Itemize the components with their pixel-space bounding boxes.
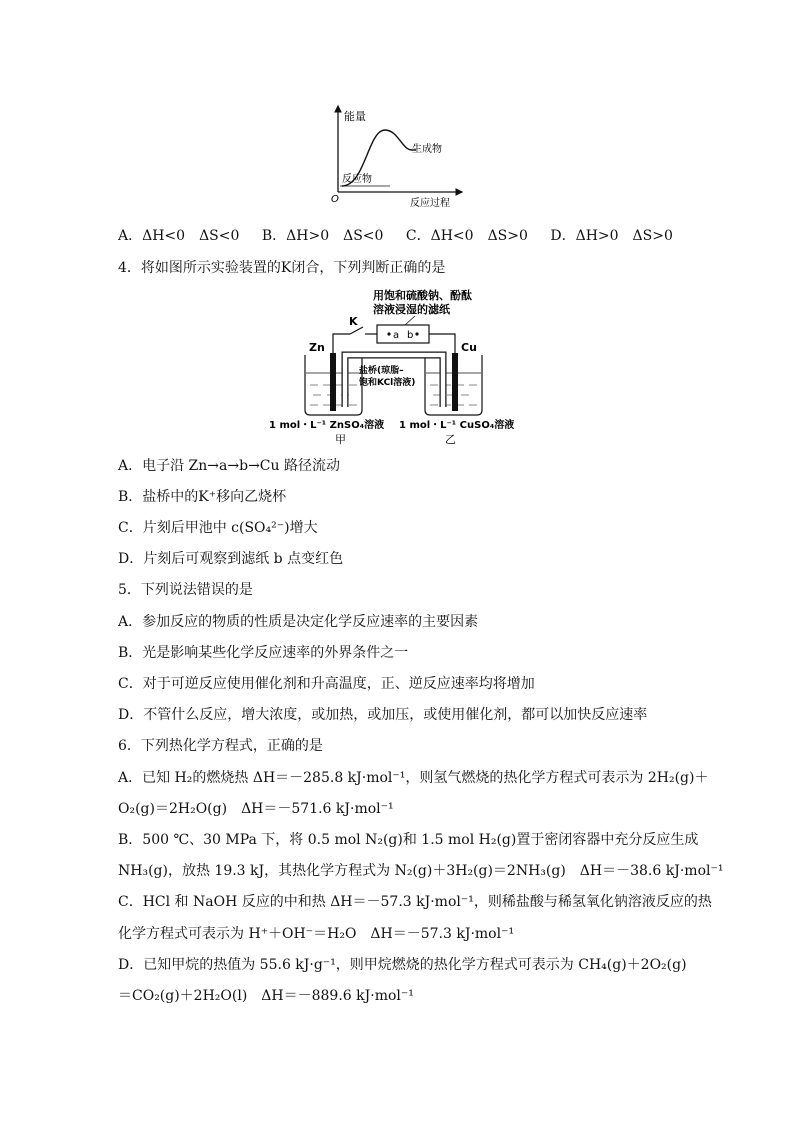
- energy-diagram: [320, 100, 470, 212]
- q4-option-c: C．片刻后甲池中 c(SO₄²⁻)增大: [118, 520, 318, 536]
- cell-jia-label: 甲: [335, 433, 346, 446]
- point-b-label: b: [407, 330, 414, 341]
- q3-option-a: A．ΔH<0 ΔS<0: [118, 228, 240, 244]
- q3-option-b: B．ΔH>0 ΔS<0: [261, 228, 384, 244]
- q5-option-d: D．不管什么反应，增大浓度，或加热，或加压，或使用催化剂，都可以加快反应速率: [118, 707, 648, 723]
- switch-label: K: [349, 315, 358, 328]
- q4-option-a: A．电子沿 Zn→a→b→Cu 路径流动: [118, 458, 340, 474]
- y-axis-label: 能量: [344, 110, 366, 123]
- q6-stem: 6．下列热化学方程式，正确的是: [118, 738, 323, 754]
- q3-option-d: D．ΔH>0 ΔS>0: [550, 228, 673, 244]
- q5-option-c: C．对于可逆反应使用催化剂和升高温度，正、逆反应速率均将增加: [118, 676, 535, 692]
- q6-option-c-line1: C．HCl 和 NaOH 反应的中和热 ΔH＝－57.3 kJ·mol⁻¹，则稀盐酸与稀氢氧化钠溶液反应的热: [118, 894, 712, 910]
- q6-option-d-line1: D．已知甲烷的热值为 55.6 kJ·g⁻¹，则甲烷燃烧的热化学方程式可表示为 CH₄(g)＋2O₂(g): [118, 957, 687, 973]
- q6-option-b-line1: B．500 ℃、30 MPa 下，将 0.5 mol N₂(g)和 1.5 mol H₂(g)置于密闭容器中充分反应生成: [118, 832, 699, 848]
- point-a-label: a: [393, 330, 400, 341]
- filter-paper-label-1: 用饱和硫酸钠、酚酞: [373, 289, 472, 302]
- q5-option-a: A．参加反应的物质的性质是决定化学反应速率的主要因素: [118, 614, 479, 630]
- switch-k: [350, 327, 363, 334]
- galvanic-cell-diagram: [265, 285, 535, 450]
- product-label: 生成物: [412, 144, 442, 155]
- salt-bridge-label-2: 饱和KCl溶液): [359, 378, 416, 388]
- cu-label: Cu: [461, 341, 477, 354]
- q6-option-c-line2: 化学方程式可表示为 H⁺＋OH⁻＝H₂O ΔH＝－57.3 kJ·mol⁻¹: [118, 926, 515, 942]
- x-axis-label: 反应过程: [410, 198, 450, 209]
- q3-options: [118, 226, 691, 246]
- filter-paper-label-2: 溶液浸湿的滤纸: [373, 303, 450, 316]
- reactant-label: 反应物: [342, 174, 372, 185]
- origin-label: O: [331, 194, 339, 205]
- q3-option-c: C．ΔH<0 ΔS>0: [405, 228, 528, 244]
- cell-yi-label: 乙: [445, 433, 456, 446]
- q6-option-d-line2: ＝CO₂(g)＋2H₂O(l) ΔH＝－889.6 kJ·mol⁻¹: [118, 988, 414, 1004]
- q6-option-a-line2: O₂(g)＝2H₂O(g) ΔH＝－571.6 kJ·mol⁻¹: [118, 801, 394, 817]
- cu-electrode: [452, 353, 458, 411]
- q4-stem: 4．将如图所示实验装置的K闭合，下列判断正确的是: [118, 260, 446, 276]
- q4-option-b: B．盐桥中的K⁺移向乙烧杯: [118, 489, 287, 505]
- zn-electrode: [330, 353, 336, 411]
- filter-paper: [377, 325, 429, 343]
- q6-option-b-line2: NH₃(g)，放热 19.3 kJ，其热化学方程式为 N₂(g)＋3H₂(g)＝2NH₃(g) ΔH＝－38.6 kJ·mol⁻¹: [118, 863, 724, 879]
- left-solution-label: 1 mol・L⁻¹ ZnSO₄溶液: [269, 420, 385, 431]
- right-solution-label: 1 mol・L⁻¹ CuSO₄溶液: [399, 420, 515, 431]
- zn-label: Zn: [309, 341, 325, 354]
- q5-option-b: B．光是影响某些化学反应速率的外界条件之一: [118, 645, 409, 661]
- q5-stem: 5．下列说法错误的是: [118, 582, 253, 598]
- q6-option-a-line1: A．已知 H₂的燃烧热 ΔH＝－285.8 kJ·mol⁻¹，则氢气燃烧的热化学方程式可表示为 2H₂(g)＋: [118, 770, 709, 786]
- salt-bridge-label-1: 盐桥(琼脂–: [359, 366, 404, 376]
- q4-option-d: D．片刻后可观察到滤纸 b 点变红色: [118, 551, 344, 567]
